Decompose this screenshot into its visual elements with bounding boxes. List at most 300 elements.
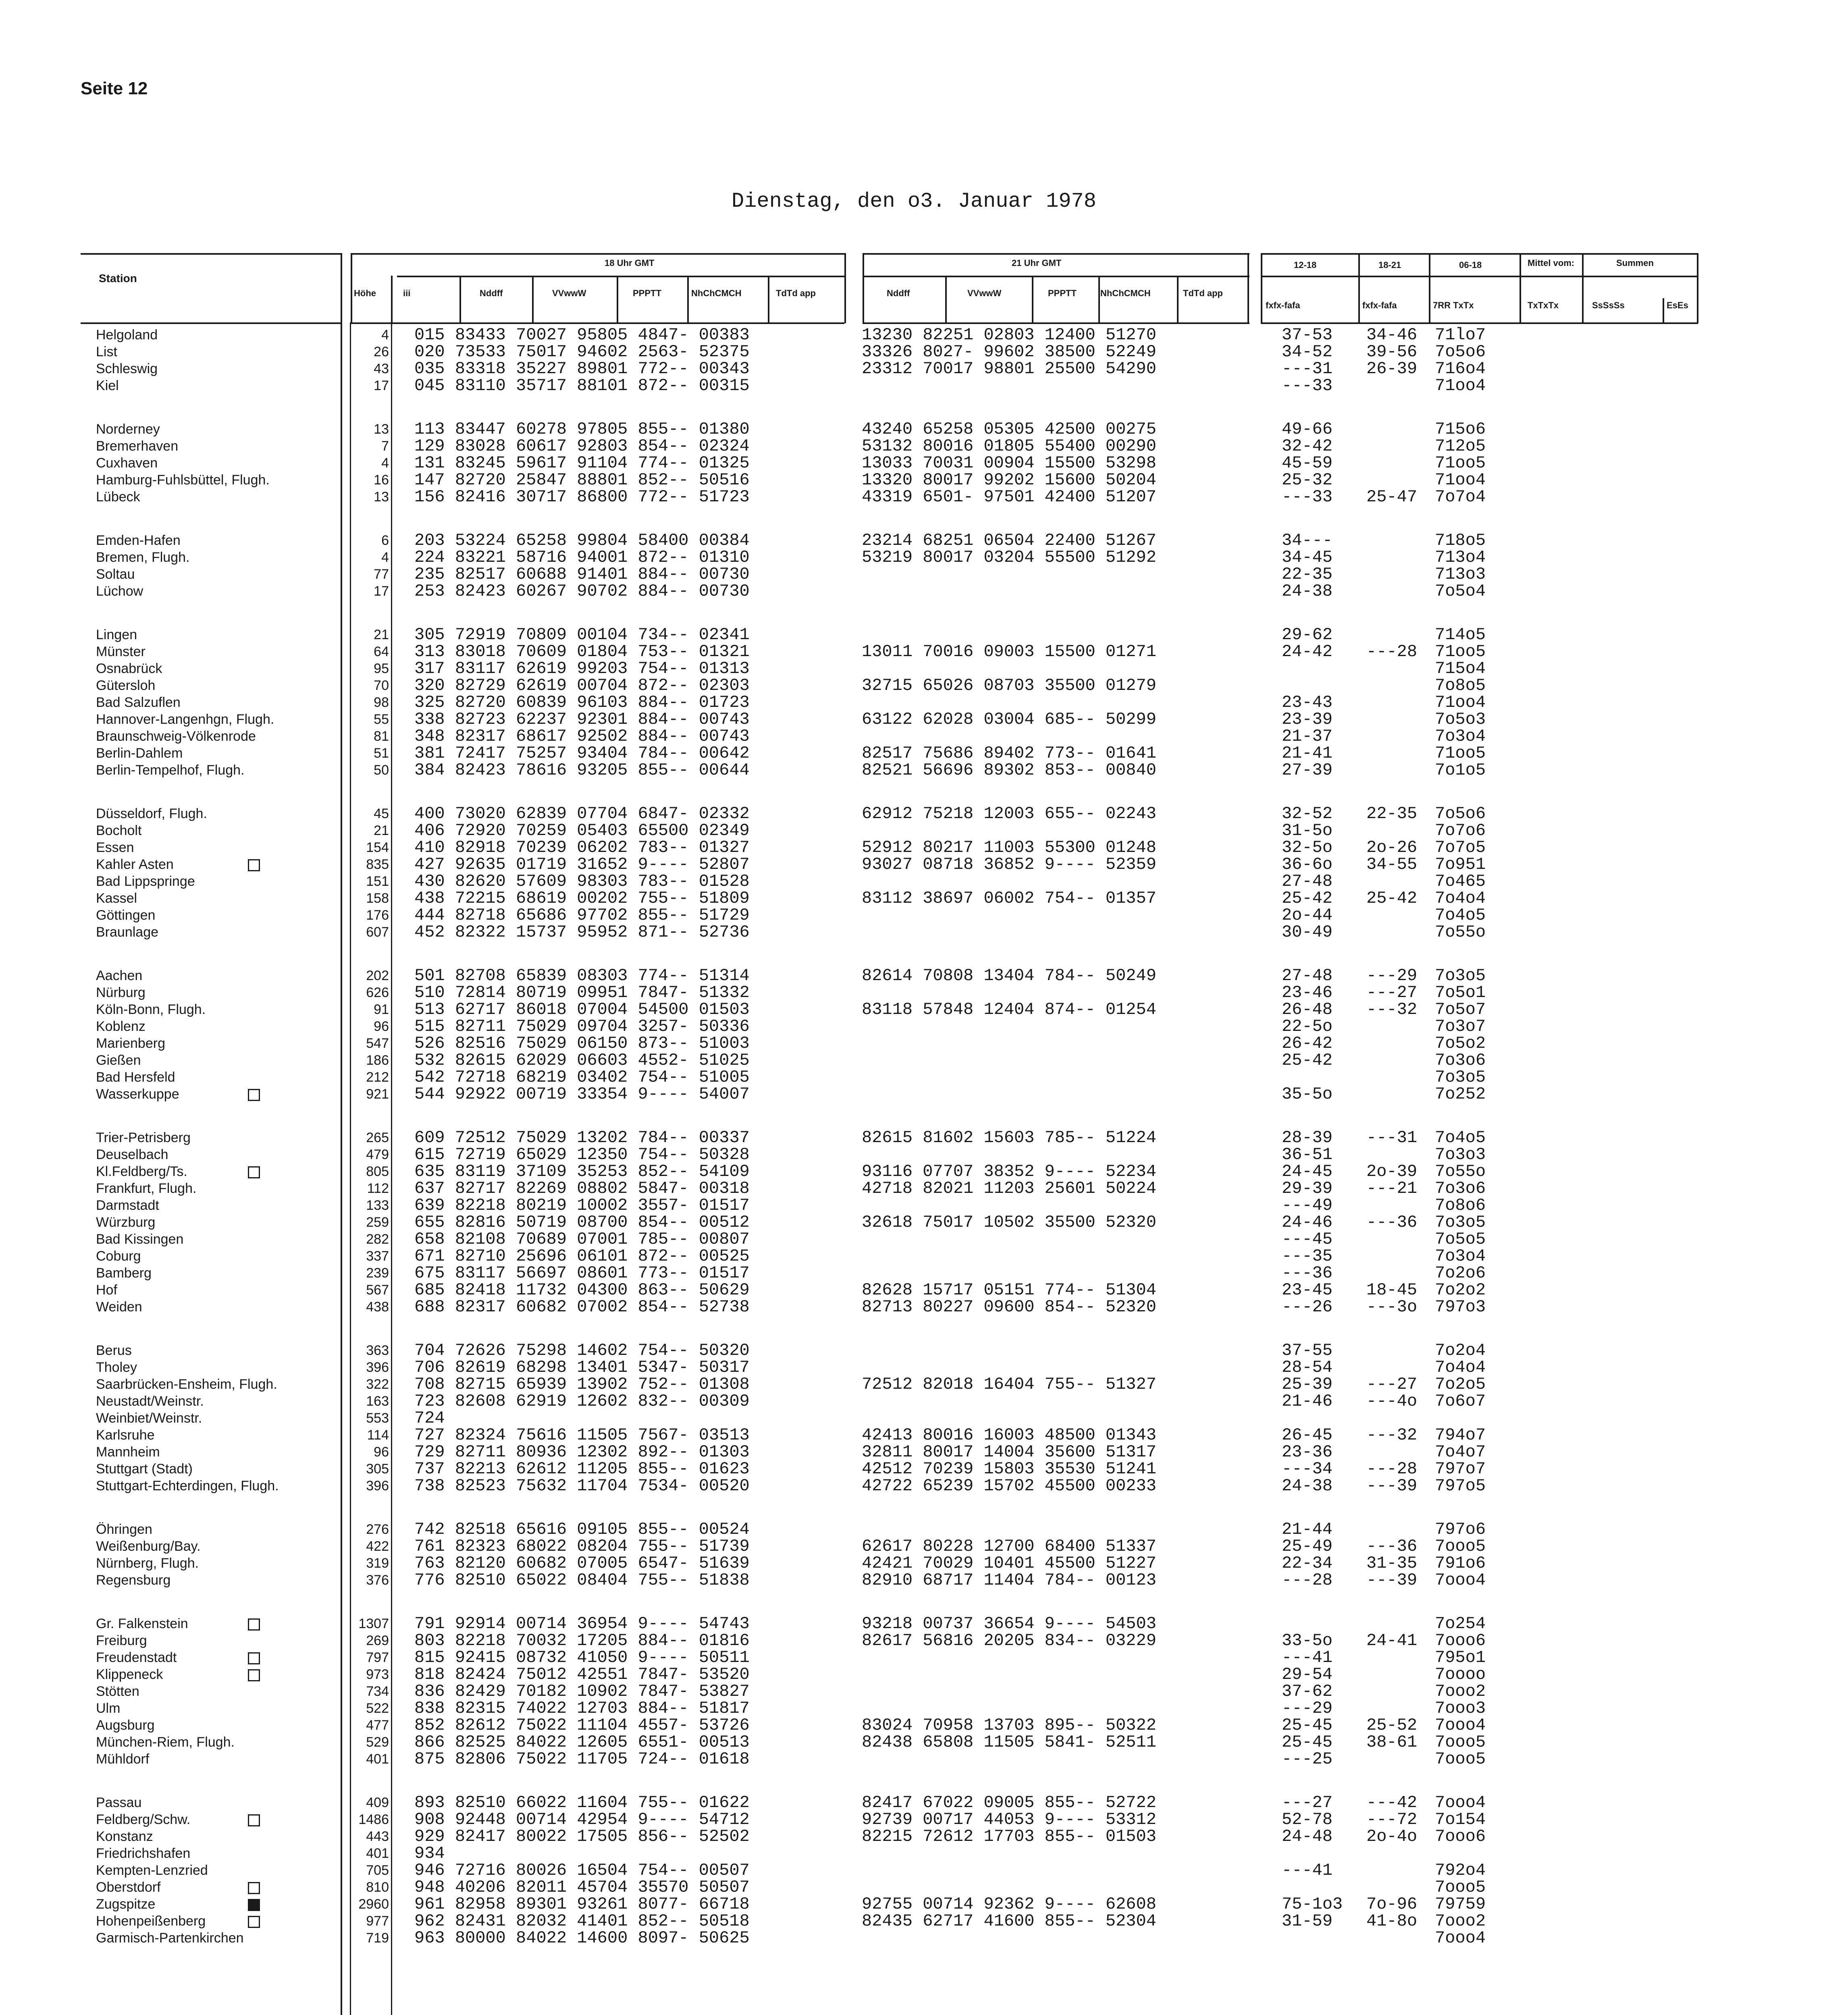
value-06-18: 7o4o4 — [1435, 1358, 1486, 1377]
value-06-18: 7o8o5 — [1435, 676, 1486, 695]
station-name: Feldberg/Schw. — [96, 1812, 191, 1827]
station-height: 401 — [366, 1846, 389, 1861]
station-height: 810 — [366, 1880, 389, 1895]
value-06-18: 7o5o1 — [1435, 983, 1486, 1002]
obs-21-gmt: 82628 15717 05151 774-- 51304 — [862, 1280, 1156, 1300]
value-06-18: 71lo7 — [1435, 325, 1486, 345]
station-name: Friedrichshafen — [96, 1846, 191, 1861]
station-name: Düsseldorf, Flugh. — [96, 806, 207, 821]
obs-21-gmt: 82713 80227 09600 854-- 52320 — [862, 1297, 1156, 1317]
header-pppp-21: PPPTT — [1048, 288, 1077, 298]
station-height: 363 — [366, 1343, 389, 1358]
value-12-18: 28-39 — [1282, 1128, 1333, 1147]
value-06-18: 79759 — [1435, 1895, 1486, 1914]
value-06-18: 7ooo5 — [1435, 1537, 1486, 1556]
station-name: Braunlage — [96, 924, 159, 940]
obs-18-gmt: 948 40206 82011 45704 35570 50507 — [414, 1878, 750, 1897]
value-12-18: ---45 — [1282, 1230, 1333, 1249]
station-name: Neustadt/Weinstr. — [96, 1394, 204, 1409]
value-06-18: 71oo5 — [1435, 744, 1486, 763]
value-06-18: 7o154 — [1435, 1810, 1486, 1829]
value-06-18: 7o3o6 — [1435, 1179, 1486, 1198]
obs-21-gmt: 53219 80017 03204 55500 51292 — [862, 548, 1156, 567]
station-name: Aachen — [96, 968, 143, 983]
value-18-21: ---28 — [1366, 1459, 1418, 1479]
value-06-18: 7ooo2 — [1435, 1911, 1486, 1931]
station-height: 422 — [366, 1539, 389, 1554]
station-name: Trier-Petrisberg — [96, 1130, 191, 1145]
value-12-18: 37-53 — [1282, 325, 1333, 345]
header-r0618: 06-18 — [1459, 260, 1482, 270]
obs-21-gmt: 32715 65026 08703 35500 01279 — [862, 676, 1156, 695]
obs-21-gmt: 13033 70031 00904 15500 53298 — [862, 453, 1156, 473]
value-06-18: 7o5o6 — [1435, 804, 1486, 823]
obs-21-gmt: 92739 00717 44053 9---- 53312 — [862, 1810, 1156, 1829]
station-name: Augsburg — [96, 1718, 155, 1733]
obs-21-gmt: 13230 82251 02803 12400 51270 — [862, 325, 1156, 345]
station-height: 553 — [366, 1410, 389, 1426]
header-sub-eses: EsEs — [1667, 300, 1688, 310]
value-18-21: 2o-39 — [1366, 1162, 1418, 1181]
station-name: Bamberg — [96, 1265, 152, 1281]
station-name: Stuttgart (Stadt) — [96, 1461, 193, 1477]
hline — [863, 322, 1249, 324]
header-sub-summen: SsSsSs — [1592, 300, 1625, 310]
station-name: Bad Salzuflen — [96, 695, 181, 710]
value-18-21: ---29 — [1366, 966, 1418, 985]
value-12-18: 25-45 — [1282, 1732, 1333, 1752]
station-name: Hannover-Langenhgn, Flugh. — [96, 712, 274, 727]
vline — [1429, 253, 1430, 323]
open-square-symbol — [248, 1916, 260, 1928]
obs-21-gmt: 33326 8027- 99602 38500 52249 — [862, 342, 1156, 361]
vline — [768, 276, 769, 323]
header-hoehe: Höhe — [354, 288, 376, 298]
station-name: Nürnberg, Flugh. — [96, 1556, 199, 1571]
station-name: Zugspitze — [96, 1897, 156, 1912]
hline — [351, 253, 844, 255]
value-12-18: 23-43 — [1282, 693, 1333, 712]
station-height: 4 — [381, 455, 389, 471]
value-12-18: 26-45 — [1282, 1425, 1333, 1445]
value-06-18: 71oo5 — [1435, 642, 1486, 661]
header-nddff-21: Nddff — [887, 288, 910, 298]
value-06-18: 712o5 — [1435, 436, 1486, 456]
value-06-18: 7ooo4 — [1435, 1716, 1486, 1735]
hline — [351, 322, 844, 324]
open-square-symbol — [248, 1669, 260, 1681]
value-06-18: 7o2o6 — [1435, 1263, 1486, 1283]
station-name: Darmstadt — [96, 1198, 159, 1213]
value-06-18: 71oo4 — [1435, 693, 1486, 712]
value-06-18: 7ooo4 — [1435, 1570, 1486, 1590]
obs-18-gmt: 836 82429 70182 10902 7847- 53827 — [414, 1682, 750, 1701]
obs-18-gmt: 609 72512 75029 13202 784-- 00337 — [414, 1128, 750, 1147]
value-06-18: 7o4o5 — [1435, 1128, 1486, 1147]
value-12-18: 34-52 — [1282, 342, 1333, 361]
station-height: 95 — [374, 661, 389, 676]
value-12-18: 36-6o — [1282, 855, 1333, 874]
obs-18-gmt: 045 83110 35717 88101 872-- 00315 — [414, 376, 750, 395]
obs-18-gmt: 325 82720 60839 96103 884-- 01723 — [414, 693, 750, 712]
vline — [1098, 276, 1100, 323]
obs-18-gmt: 704 72626 75298 14602 754-- 50320 — [414, 1341, 750, 1360]
header-nh: NhChCMCH — [691, 288, 742, 298]
header-18uhr: 18 Uhr GMT — [605, 258, 655, 268]
obs-18-gmt: 510 72814 80719 09951 7847- 51332 — [414, 983, 750, 1002]
station-height: 77 — [374, 567, 389, 582]
station-name: Kassel — [96, 891, 137, 906]
header-21uhr: 21 Uhr GMT — [1012, 258, 1062, 268]
vline — [1032, 276, 1033, 323]
obs-18-gmt: 224 83221 58716 94001 872-- 01310 — [414, 548, 750, 567]
obs-21-gmt: 42421 70029 10401 45500 51227 — [862, 1554, 1156, 1573]
value-12-18: 24-48 — [1282, 1827, 1333, 1846]
station-name: Stuttgart-Echterdingen, Flugh. — [96, 1478, 279, 1494]
obs-18-gmt: 688 82317 60682 07002 854-- 52738 — [414, 1297, 750, 1317]
header-nh-21: NhChCMCH — [1100, 288, 1151, 298]
station-name: Emden-Hafen — [96, 533, 181, 548]
obs-18-gmt: 452 82322 15737 95952 871-- 52736 — [414, 922, 750, 942]
station-height: 438 — [366, 1299, 389, 1315]
obs-18-gmt: 430 82620 57609 98303 783-- 01528 — [414, 872, 750, 891]
value-18-21: ---39 — [1366, 1476, 1418, 1496]
value-12-18: 21-37 — [1282, 727, 1333, 746]
value-12-18: 24-46 — [1282, 1213, 1333, 1232]
obs-18-gmt: 637 82717 82269 08802 5847- 00318 — [414, 1179, 750, 1198]
station-height: 98 — [374, 695, 389, 710]
station-name: Frankfurt, Flugh. — [96, 1181, 197, 1196]
obs-18-gmt: 875 82806 75022 11705 724-- 01618 — [414, 1749, 750, 1769]
station-name: Stötten — [96, 1684, 139, 1699]
obs-18-gmt: 235 82517 60688 91401 884-- 00730 — [414, 565, 750, 584]
obs-21-gmt: 13320 80017 99202 15600 50204 — [862, 470, 1156, 490]
value-06-18: 71oo4 — [1435, 376, 1486, 395]
obs-18-gmt: 410 82918 70239 06202 783-- 01327 — [414, 838, 750, 857]
value-18-21: ---39 — [1366, 1570, 1418, 1590]
value-18-21: ---3o — [1366, 1297, 1418, 1317]
station-name: Nürburg — [96, 985, 146, 1000]
vline — [1177, 276, 1179, 323]
obs-18-gmt: 203 53224 65258 99804 58400 00384 — [414, 531, 750, 550]
station-name: Gütersloh — [96, 678, 156, 693]
value-18-21: 25-52 — [1366, 1716, 1418, 1735]
station-height: 4 — [381, 327, 389, 343]
station-name: Regensburg — [96, 1573, 171, 1588]
station-name: Koblenz — [96, 1019, 146, 1034]
station-height: 151 — [366, 874, 389, 889]
station-name: Weinbiet/Weinstr. — [96, 1410, 202, 1426]
vline — [844, 253, 846, 323]
station-name: Bad Kissingen — [96, 1232, 184, 1247]
value-06-18: 797o3 — [1435, 1297, 1486, 1317]
obs-21-gmt: 82517 75686 89402 773-- 01641 — [862, 744, 1156, 763]
value-18-21: 25-47 — [1366, 487, 1418, 507]
obs-21-gmt: 82614 70808 13404 784-- 50249 — [862, 966, 1156, 985]
obs-21-gmt: 62912 75218 12003 655-- 02243 — [862, 804, 1156, 823]
station-name: Soltau — [96, 567, 135, 582]
value-12-18: 27-48 — [1282, 872, 1333, 891]
station-name: Marienberg — [96, 1036, 165, 1051]
station-height: 522 — [366, 1701, 389, 1716]
value-06-18: 7o3o5 — [1435, 966, 1486, 985]
value-18-21: ---32 — [1366, 1425, 1418, 1445]
obs-21-gmt: 82215 72612 17703 855-- 01503 — [862, 1827, 1156, 1846]
value-06-18: 7o8o6 — [1435, 1196, 1486, 1215]
value-12-18: ---49 — [1282, 1196, 1333, 1215]
value-12-18: 52-78 — [1282, 1810, 1333, 1829]
open-square-symbol — [248, 859, 260, 871]
value-12-18: 25-45 — [1282, 1716, 1333, 1735]
obs-18-gmt: 427 92635 01719 31652 9---- 52807 — [414, 855, 750, 874]
hline — [1261, 253, 1698, 255]
station-name: Passau — [96, 1795, 142, 1810]
station-height: 479 — [366, 1147, 389, 1162]
value-18-21: ---27 — [1366, 983, 1418, 1002]
obs-18-gmt: 742 82518 65616 09105 855-- 00524 — [414, 1520, 750, 1539]
station-name: Berlin-Tempelhof, Flugh. — [96, 762, 245, 778]
station-height: 626 — [366, 985, 389, 1000]
value-06-18: 7ooo2 — [1435, 1682, 1486, 1701]
value-18-21: ---32 — [1366, 1000, 1418, 1019]
station-height: 17 — [374, 378, 389, 393]
station-height: 96 — [374, 1019, 389, 1034]
obs-18-gmt: 406 72920 70259 05403 65500 02349 — [414, 821, 750, 840]
value-18-21: 26-39 — [1366, 359, 1418, 378]
station-height: 7 — [381, 438, 389, 454]
obs-18-gmt: 131 83245 59617 91104 774-- 01325 — [414, 453, 750, 473]
value-12-18: 22-35 — [1282, 565, 1333, 584]
station-name: München-Riem, Flugh. — [96, 1735, 235, 1750]
obs-21-gmt: 43240 65258 05305 42500 00275 — [862, 420, 1156, 439]
station-name: Helgoland — [96, 327, 158, 343]
value-06-18: 7o5o6 — [1435, 342, 1486, 361]
value-12-18: 21-46 — [1282, 1392, 1333, 1411]
value-12-18: 49-66 — [1282, 420, 1333, 439]
value-18-21: 22-35 — [1366, 804, 1418, 823]
station-name: Essen — [96, 840, 134, 855]
value-12-18: ---41 — [1282, 1861, 1333, 1880]
station-height: 409 — [366, 1795, 389, 1810]
value-12-18: 32-42 — [1282, 436, 1333, 456]
station-name: Mannheim — [96, 1444, 160, 1460]
obs-18-gmt: 639 82218 80219 10002 3557- 01517 — [414, 1196, 750, 1215]
station-name: Hof — [96, 1282, 117, 1298]
obs-21-gmt: 82910 68717 11404 784-- 00123 — [862, 1570, 1156, 1590]
value-12-18: 36-51 — [1282, 1145, 1333, 1164]
obs-18-gmt: 615 72719 65029 12350 754-- 50328 — [414, 1145, 750, 1164]
station-height: 43 — [374, 361, 389, 376]
value-06-18: 7o5o3 — [1435, 710, 1486, 729]
obs-18-gmt: 544 92922 00719 33354 9---- 54007 — [414, 1084, 750, 1104]
station-name: Freiburg — [96, 1633, 147, 1648]
value-12-18: 24-38 — [1282, 1476, 1333, 1496]
obs-21-gmt: 93218 00737 36654 9---- 54503 — [862, 1614, 1156, 1633]
value-06-18: 797o6 — [1435, 1520, 1486, 1539]
obs-21-gmt: 92755 00714 92362 9---- 62608 — [862, 1895, 1156, 1914]
value-12-18: 24-45 — [1282, 1162, 1333, 1181]
station-height: 835 — [366, 857, 389, 872]
value-06-18: 7o2o2 — [1435, 1280, 1486, 1300]
header-vvwww: VVwwW — [552, 288, 586, 298]
station-name: Bremerhaven — [96, 438, 179, 454]
station-name: List — [96, 344, 117, 359]
obs-18-gmt: 729 82711 80936 12302 892-- 01303 — [414, 1442, 750, 1462]
station-height: 70 — [374, 678, 389, 693]
header-r1218: 12-18 — [1294, 260, 1317, 270]
obs-18-gmt: 526 82516 75029 06150 873-- 51003 — [414, 1034, 750, 1053]
obs-18-gmt: 852 82612 75022 11104 4557- 53726 — [414, 1716, 750, 1735]
vline — [1663, 298, 1664, 323]
value-18-21: 2o-26 — [1366, 838, 1418, 857]
station-name: Norderney — [96, 422, 160, 437]
value-12-18: 21-41 — [1282, 744, 1333, 763]
station-height: 477 — [366, 1718, 389, 1733]
obs-21-gmt: 32618 75017 10502 35500 52320 — [862, 1213, 1156, 1232]
obs-18-gmt: 761 82323 68022 08204 755-- 51739 — [414, 1537, 750, 1556]
vline — [1247, 253, 1249, 323]
station-height: 158 — [366, 891, 389, 906]
station-height: 6 — [381, 533, 389, 548]
station-name: Bad Hersfeld — [96, 1070, 175, 1085]
obs-18-gmt: 444 82718 65686 97702 855-- 51729 — [414, 906, 750, 925]
value-06-18: 7ooo5 — [1435, 1878, 1486, 1897]
value-12-18: 25-32 — [1282, 470, 1333, 490]
station-height: 322 — [366, 1377, 389, 1392]
station-height: 202 — [366, 968, 389, 983]
obs-18-gmt: 963 80000 84022 14600 8097- 50625 — [414, 1928, 750, 1948]
obs-21-gmt: 42512 70239 15803 35530 51241 — [862, 1459, 1156, 1479]
vline — [1582, 253, 1584, 323]
station-height: 921 — [366, 1086, 389, 1102]
obs-18-gmt: 961 82958 89301 93261 8077- 66718 — [414, 1895, 750, 1914]
station-height: 154 — [366, 840, 389, 855]
obs-21-gmt: 82615 81602 15603 785-- 51224 — [862, 1128, 1156, 1147]
obs-18-gmt: 776 82510 65022 08404 755-- 51838 — [414, 1570, 750, 1590]
value-06-18: 7ooo3 — [1435, 1699, 1486, 1718]
value-06-18: 71oo5 — [1435, 453, 1486, 473]
header-pppp: PPPTT — [633, 288, 661, 298]
value-12-18: 25-49 — [1282, 1537, 1333, 1556]
value-06-18: 7o7o4 — [1435, 487, 1486, 507]
obs-21-gmt: 53132 80016 01805 55400 00290 — [862, 436, 1156, 456]
obs-21-gmt: 42722 65239 15702 45500 00233 — [862, 1476, 1156, 1496]
value-18-21: 24-41 — [1366, 1631, 1418, 1650]
obs-21-gmt: 13011 70016 09003 15500 01271 — [862, 642, 1156, 661]
obs-21-gmt: 43319 6501- 97501 42400 51207 — [862, 487, 1156, 507]
value-06-18: 7ooo4 — [1435, 1928, 1486, 1948]
vline — [687, 276, 689, 323]
station-name: Ulm — [96, 1701, 121, 1716]
station-name: Saarbrücken-Ensheim, Flugh. — [96, 1377, 277, 1392]
station-name: Lübeck — [96, 489, 140, 505]
station-height: 112 — [367, 1181, 389, 1196]
obs-18-gmt: 501 82708 65839 08303 774-- 51314 — [414, 966, 750, 985]
station-height: 734 — [366, 1684, 389, 1699]
obs-18-gmt: 381 72417 75257 93404 784-- 00642 — [414, 744, 750, 763]
station-height: 51 — [374, 746, 389, 761]
value-06-18: 7o2o5 — [1435, 1375, 1486, 1394]
station-height: 319 — [366, 1556, 389, 1571]
vline — [863, 253, 864, 323]
station-height: 50 — [374, 762, 389, 778]
station-height: 114 — [367, 1427, 389, 1443]
obs-21-gmt: 82417 67022 09005 855-- 52722 — [862, 1793, 1156, 1812]
date-line: Dienstag, den o3. Januar 1978 — [732, 189, 1096, 213]
obs-18-gmt: 803 82218 70032 17205 884-- 01816 — [414, 1631, 750, 1650]
station-name: Deuselbach — [96, 1147, 168, 1162]
station-height: 13 — [374, 422, 389, 437]
station-height: 305 — [366, 1461, 389, 1477]
header-sub-mittel: TxTxTx — [1528, 300, 1559, 310]
station-height: 96 — [374, 1444, 389, 1460]
value-06-18: 7o7o6 — [1435, 821, 1486, 840]
station-height: 282 — [366, 1232, 389, 1247]
value-12-18: 32-5o — [1282, 838, 1333, 857]
station-height: 259 — [366, 1215, 389, 1230]
value-06-18: 7ooo5 — [1435, 1749, 1486, 1769]
obs-18-gmt: 635 83119 37109 35253 852-- 54109 — [414, 1162, 750, 1181]
value-06-18: 7o7o5 — [1435, 838, 1486, 857]
value-12-18: 23-45 — [1282, 1280, 1333, 1300]
value-06-18: 7ooo4 — [1435, 1793, 1486, 1812]
station-name: Bremen, Flugh. — [96, 550, 190, 565]
station-name: Öhringen — [96, 1522, 152, 1537]
station-name: Oberstdorf — [96, 1880, 161, 1895]
station-height: 797 — [366, 1650, 389, 1665]
station-name: Weißenburg/Bay. — [96, 1539, 201, 1554]
value-18-21: ---21 — [1366, 1179, 1418, 1198]
value-18-21: ---28 — [1366, 642, 1418, 661]
value-12-18: ---31 — [1282, 359, 1333, 378]
value-12-18: ---26 — [1282, 1297, 1333, 1317]
value-12-18: 33-5o — [1282, 1631, 1333, 1650]
value-06-18: 7o4o4 — [1435, 889, 1486, 908]
obs-21-gmt: 23214 68251 06504 22400 51267 — [862, 531, 1156, 550]
value-06-18: 7o5o5 — [1435, 1230, 1486, 1249]
obs-18-gmt: 035 83318 35227 89801 772-- 00343 — [414, 359, 750, 378]
obs-18-gmt: 113 83447 60278 97805 855-- 01380 — [414, 420, 750, 439]
obs-18-gmt: 513 62717 86018 07004 54500 01503 — [414, 1000, 750, 1019]
value-06-18: 7o5o7 — [1435, 1000, 1486, 1019]
station-height: 64 — [374, 644, 389, 659]
value-18-21: ---72 — [1366, 1810, 1418, 1829]
obs-18-gmt: 838 82315 74022 12703 884-- 51817 — [414, 1699, 750, 1718]
station-name: Garmisch-Partenkirchen — [96, 1930, 244, 1946]
obs-18-gmt: 305 72919 70809 00104 734-- 02341 — [414, 625, 750, 644]
value-12-18: ---41 — [1282, 1648, 1333, 1667]
value-18-21: 38-61 — [1366, 1732, 1418, 1752]
obs-18-gmt: 893 82510 66022 11604 755-- 01622 — [414, 1793, 750, 1812]
value-12-18: 2o-44 — [1282, 906, 1333, 925]
station-name: Kahler Asten — [96, 857, 174, 872]
value-18-21: ---31 — [1366, 1128, 1418, 1147]
value-06-18: 7ooo6 — [1435, 1827, 1486, 1846]
value-12-18: 35-5o — [1282, 1084, 1333, 1104]
value-12-18: 29-39 — [1282, 1179, 1333, 1198]
obs-18-gmt: 147 82720 25847 88801 852-- 50516 — [414, 470, 750, 490]
value-12-18: ---28 — [1282, 1570, 1333, 1590]
value-12-18: 25-42 — [1282, 889, 1333, 908]
obs-18-gmt: 727 82324 75616 11505 7567- 03513 — [414, 1425, 750, 1445]
value-12-18: 34--- — [1282, 531, 1333, 550]
obs-18-gmt: 723 82608 62919 12602 832-- 00309 — [414, 1392, 750, 1411]
obs-21-gmt: 52912 80217 11003 55300 01248 — [862, 838, 1156, 857]
obs-18-gmt: 724 — [414, 1408, 445, 1428]
station-height: 401 — [366, 1751, 389, 1767]
vline — [617, 276, 618, 323]
obs-18-gmt: 671 82710 25696 06101 872-- 00525 — [414, 1246, 750, 1266]
